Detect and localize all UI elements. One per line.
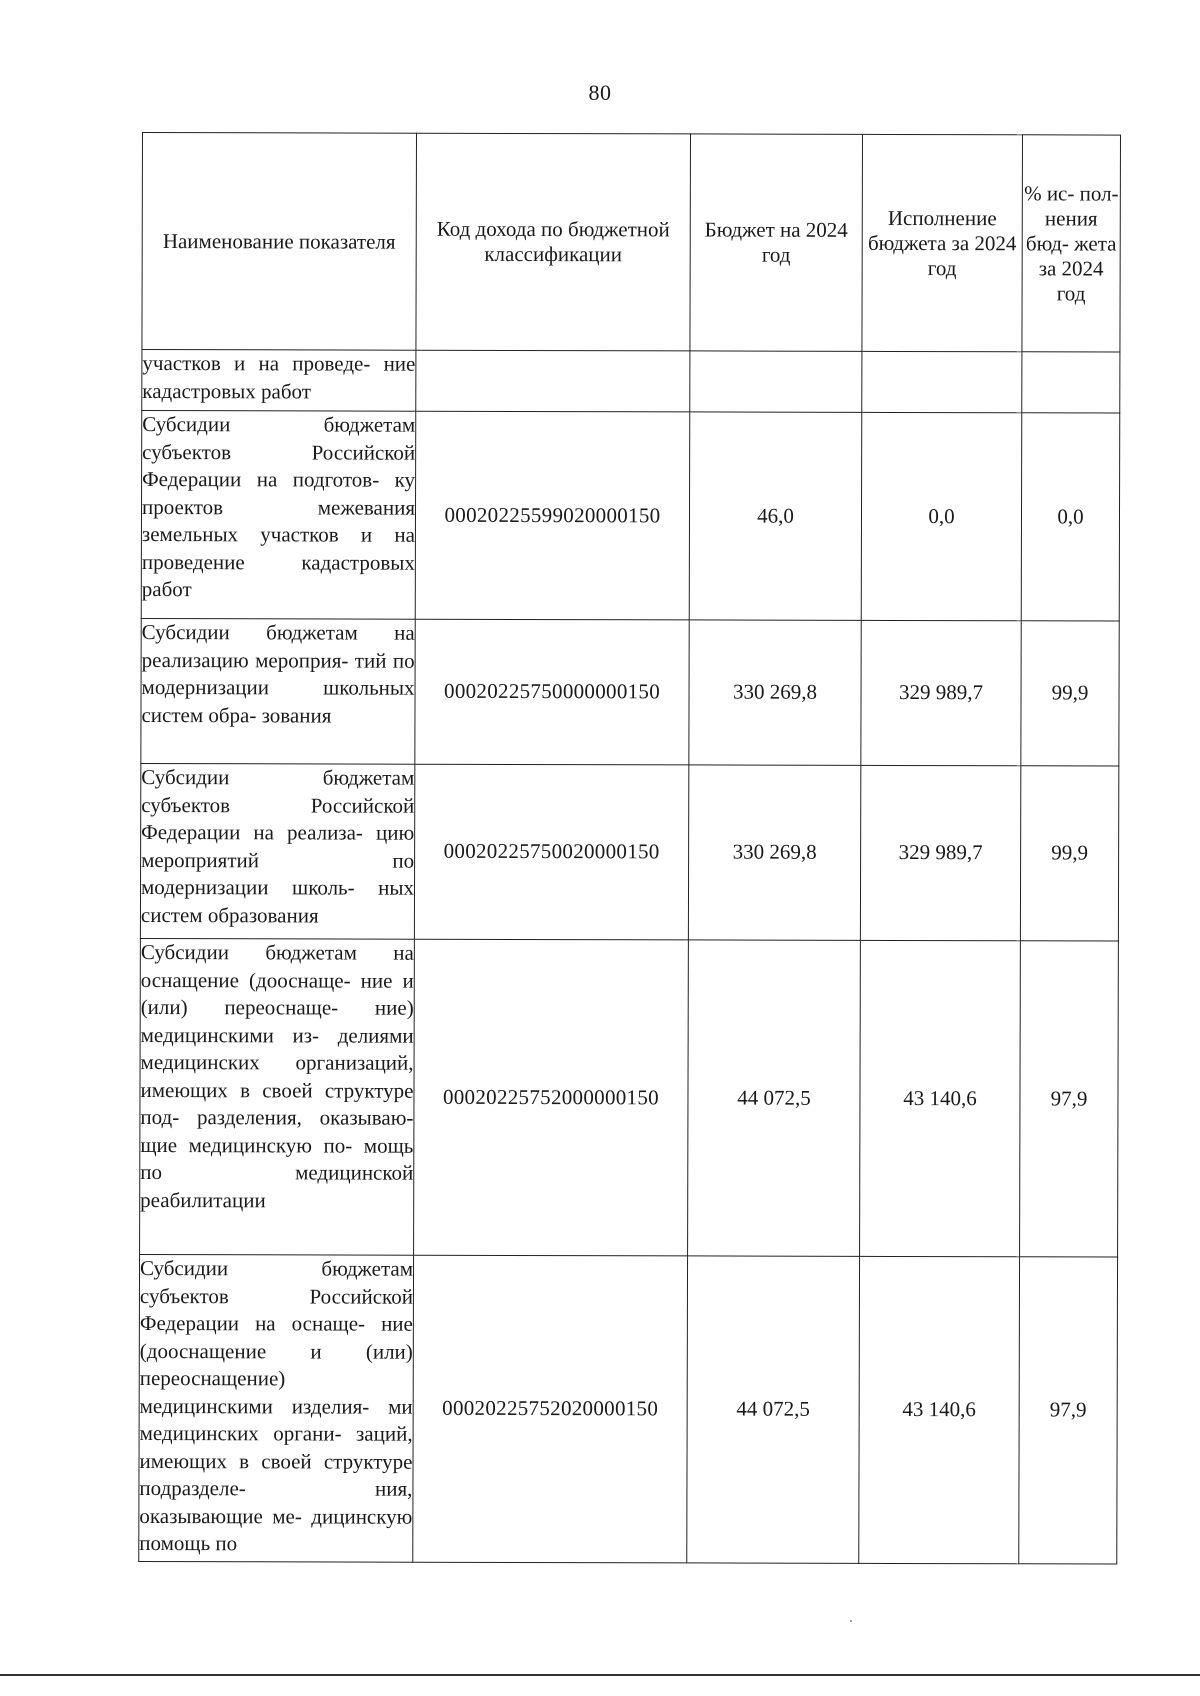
- row-execution: [862, 351, 1022, 412]
- row-budget: 330 269,8: [688, 765, 860, 940]
- row-code: 00020225752000000150: [414, 939, 689, 1256]
- row-execution: 329 989,7: [861, 620, 1021, 765]
- row-budget: 44 072,5: [687, 1256, 860, 1563]
- row-budget: 330 269,8: [689, 620, 861, 765]
- table-header-row: [142, 133, 1121, 353]
- row-budget: 46,0: [689, 412, 862, 620]
- row-percent: 97,9: [1020, 941, 1119, 1257]
- table-row: [141, 618, 1119, 766]
- row-budget: 44 072,5: [688, 940, 861, 1256]
- header-name: Наименование показателя: [142, 133, 417, 351]
- page-number: 80: [588, 80, 612, 105]
- row-name: Субсидии бюджетам субъектов Российской Федерации на оснаще- ние (дооснащение и (или) переоснащение) медицинскими изделия- ми медицинских органи- заций, имеющих в своей структуре подразделе- ния, оказывающие ме- дицинскую помощь по: [139, 1254, 414, 1562]
- table-row: [140, 763, 1118, 941]
- row-percent: 99,9: [1020, 766, 1118, 941]
- row-execution: 43 140,6: [859, 1256, 1020, 1563]
- table-row: [142, 350, 1120, 414]
- header-percent: % ис- пол- нения бюд- жета за 2024 год: [1022, 135, 1121, 352]
- table-row: [141, 411, 1120, 622]
- row-name: участков и на проведе- ние кадастровых работ: [142, 350, 416, 412]
- row-name: Субсидии бюджетам на реализацию мероприя- тий по модернизации школьных систем обра- зования: [141, 618, 415, 764]
- row-code: 00020225752020000150: [413, 1255, 688, 1563]
- row-code: 00020225750000000150: [415, 619, 689, 765]
- row-budget: [690, 351, 862, 412]
- header-budget: Бюджет на 2024 год: [690, 134, 863, 351]
- row-execution: 329 989,7: [860, 765, 1020, 940]
- row-name: Субсидии бюджетам субъектов Российской Федерации на реализа- цию мероприятий по модернизации школь- ных систем образования: [140, 763, 414, 939]
- budget-table: [138, 132, 1121, 1565]
- row-execution: 43 140,6: [860, 940, 1021, 1256]
- row-percent: 0,0: [1021, 413, 1120, 621]
- table-row: [140, 938, 1119, 1257]
- row-execution: 0,0: [861, 412, 1022, 620]
- row-percent: 97,9: [1019, 1257, 1118, 1564]
- row-percent: 99,9: [1021, 621, 1119, 766]
- row-code: 00020225599020000150: [415, 411, 690, 620]
- row-name: Субсидии бюджетам на оснащение (дооснаще- ние и (или) переоснаще- ние) медицинскими из- делиями медицинских организаций, имеющих в своей структуре под- разделения, оказываю- щие медицинскую по- мощь по медицинской реабилитации: [140, 938, 415, 1255]
- page-bottom-rule: [0, 1674, 1200, 1676]
- header-execution: Исполнение бюджета за 2024 год: [862, 134, 1023, 351]
- table-row: [139, 1254, 1118, 1564]
- row-code: [416, 350, 690, 412]
- row-name: Субсидии бюджетам субъектов Российской Федерации на подготов- ку проектов межевания земельных участков и на проведение кадастровых работ: [141, 411, 416, 620]
- header-code: Код дохода по бюджетной классификации: [416, 133, 691, 351]
- row-percent: [1022, 352, 1120, 413]
- scan-speck: [850, 1620, 852, 1622]
- row-code: 00020225750020000150: [414, 764, 688, 940]
